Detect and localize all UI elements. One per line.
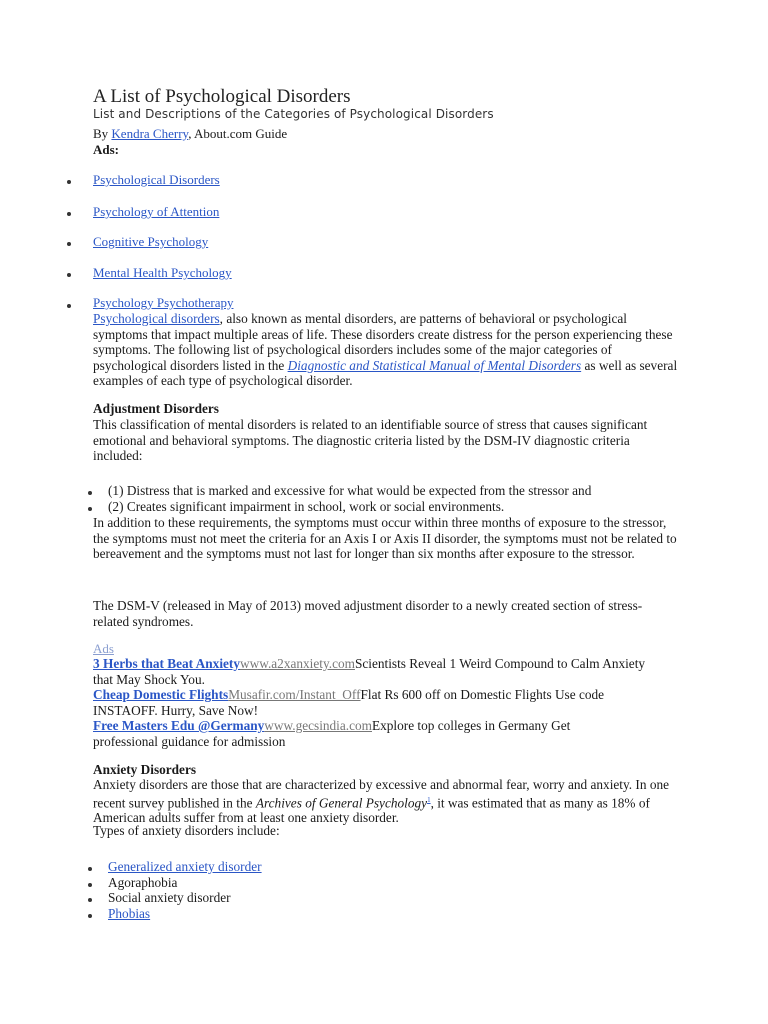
anxiety-type-phobias[interactable]: Phobias — [108, 906, 151, 921]
adjustment-body: This classification of mental disorders is related to an identifiable source of stress that causes significant emotional and behavioral symptoms. The diagnostic criteria listed by the DSM-IV diagnostic criteria included: — [93, 417, 648, 463]
anxiety-heading: Anxiety Disorders — [93, 762, 197, 777]
page-subtitle: List and Descriptions of the Categories of Psychological Disorders — [93, 107, 494, 121]
psychological-disorders-link[interactable]: Psychological disorders — [93, 311, 220, 326]
sponsored-ad-1[interactable] — [93, 656, 653, 687]
list-bullet — [88, 491, 92, 495]
list-bullet — [67, 304, 71, 308]
criteria-item-1: (1) Distress that is marked and excessive for what would be expected from the stressor and — [108, 483, 592, 498]
list-bullet — [67, 273, 71, 277]
list-bullet — [88, 867, 92, 871]
ad-headline[interactable]: 3 Herbs that Beat Anxiety — [93, 656, 240, 671]
anxiety-text-2: , it was estimated that as many as 18% of American adults suffer from at least one anxiety disorder. — [93, 794, 650, 826]
ad-headline[interactable]: Cheap Domestic Flights — [93, 687, 229, 702]
dsm-link[interactable]: Diagnostic and Statistical Manual of Mental Disorders — [287, 357, 582, 373]
ad-headline[interactable]: Free Masters Edu @Germany — [93, 718, 265, 733]
ad-text: Scientists Reveal 1 Weird Compound to Calm Anxiety that May Shock You. — [93, 656, 646, 687]
adjustment-heading: Adjustment Disorders — [93, 401, 219, 416]
intro-paragraph — [93, 311, 678, 389]
list-bullet — [88, 883, 92, 887]
dsm5-note: The DSM-V (released in May of 2013) moved adjustment disorder to a newly created section of stress-related syndromes. — [93, 598, 643, 629]
anxiety-type-social: Social anxiety disorder — [108, 890, 231, 905]
anxiety-types-intro: Types of anxiety disorders include: — [93, 823, 280, 838]
anxiety-type-generalized[interactable]: Generalized anxiety disorder — [108, 859, 262, 874]
list-bullet — [67, 180, 71, 184]
ads-label: Ads: — [93, 142, 120, 157]
criteria-item-2: (2) Creates significant impairment in school, work or social environments. — [108, 499, 505, 514]
sponsored-ad-2[interactable] — [93, 687, 653, 718]
list-bullet — [88, 507, 92, 511]
anxiety-text-1: Anxiety disorders are those that are characterized by excessive and abnormal fear, worry and anxiety. In one recent survey published in the — [93, 777, 670, 810]
list-bullet — [67, 212, 71, 216]
byline-prefix: By — [93, 126, 112, 141]
adjustment-requirements: In addition to these requirements, the symptoms must occur within three months of exposure to the stressor, the symptoms must not meet the criteria for an Axis I or Axis II disorder, the symptoms must not be related to bereavement and the symptoms must not last for longer than six months after exposure to the stressor. — [93, 515, 677, 561]
anxiety-body — [93, 777, 678, 826]
intro-text-2: as well as several examples of each type of psychological disorder. — [93, 357, 678, 388]
byline-suffix: , About.com Guide — [188, 126, 288, 141]
page-title: A List of Psychological Disorders — [93, 86, 351, 107]
sponsored-ad-3[interactable] — [93, 718, 623, 749]
ad-url[interactable]: www.gecsindia.com — [264, 718, 372, 733]
ad-text: Explore top colleges in Germany Get professional guidance for admission — [93, 718, 571, 749]
ad-url[interactable]: www.a2xanxiety.com — [240, 656, 355, 671]
author-link[interactable]: Kendra Cherry — [111, 126, 189, 141]
anxiety-type-agoraphobia: Agoraphobia — [108, 875, 178, 890]
ad-link-mental-health-psychology[interactable]: Mental Health Psychology — [93, 265, 232, 280]
list-bullet — [88, 914, 92, 918]
ad-text: Flat Rs 600 off on Domestic Flights Use code INSTAOFF. Hurry, Save Now! — [93, 687, 605, 718]
sponsored-label: Ads — [93, 641, 114, 656]
list-bullet — [88, 898, 92, 902]
journal-name: Archives of General Psychology — [255, 794, 428, 810]
byline — [93, 126, 287, 142]
ad-link-cognitive-psychology[interactable]: Cognitive Psychology — [93, 234, 209, 249]
list-bullet — [67, 242, 71, 246]
ad-url[interactable]: Musafir.com/Instant_Off — [228, 687, 361, 702]
ad-link-psychological-disorders[interactable]: Psychological Disorders — [93, 172, 220, 187]
ad-link-psychology-psychotherapy[interactable]: Psychology Psychotherapy — [93, 295, 234, 310]
footnote-link[interactable]: 1 — [427, 795, 431, 804]
intro-text-1: , also known as mental disorders, are patterns of behavioral or psychological symptoms that impact multiple areas of life. These disorders create distress for the person experiencing these symptoms. The following list of psychological disorders includes some of the major categories of psychological disorders listed in the — [93, 311, 673, 373]
ad-link-psychology-of-attention[interactable]: Psychology of Attention — [93, 204, 220, 219]
